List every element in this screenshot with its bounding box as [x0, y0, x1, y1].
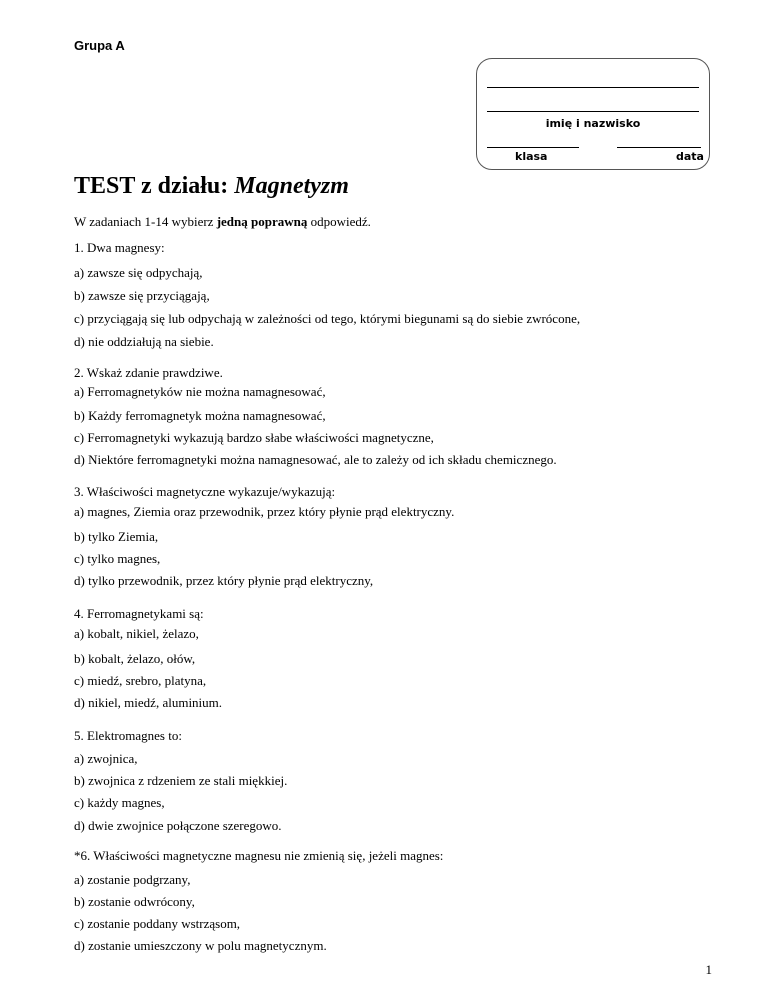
group-label: Grupa A	[74, 38, 125, 53]
answer-3a: a) magnes, Ziemia oraz przewodnik, przez który płynie prąd elektryczny.	[74, 504, 455, 519]
answer-6c: c) zostanie poddany wstrząsom,	[74, 916, 241, 931]
title-prefix: TEST z działu:	[74, 173, 235, 199]
question-5-text: 5. Elektromagnes to:	[74, 728, 182, 743]
question-4-text: 4. Ferromagnetykami są:	[74, 606, 204, 621]
instruction-after: odpowiedź.	[307, 214, 371, 229]
answer-4b: b) kobalt, żelazo, ołów,	[74, 651, 196, 666]
answer-2d: d) Niektóre ferromagnetyki można namagnesować, ale to zależy od ich składu chemicznego.	[74, 452, 557, 467]
title-subject: Magnetyzm	[234, 173, 349, 199]
answer-4c: c) miedź, srebro, platyna,	[74, 673, 207, 688]
page-title	[74, 173, 349, 200]
instruction	[74, 214, 371, 230]
answer-6a: a) zostanie podgrzany,	[74, 872, 191, 887]
answer-4d: d) nikiel, miedź, aluminium.	[74, 695, 223, 710]
answer-5d: d) dwie zwojnice połączone szeregowo.	[74, 818, 282, 833]
answer-1d: d) nie oddziałują na siebie.	[74, 334, 214, 349]
class-label: klasa	[515, 150, 548, 163]
question-2-text: 2. Wskaż zdanie prawdziwe.	[74, 365, 223, 380]
answer-2a: a) Ferromagnetyków nie można namagnesować,	[74, 384, 326, 399]
answer-2b: b) Każdy ferromagnetyk można namagnesować,	[74, 408, 326, 423]
instruction-emphasis: jedną poprawną	[216, 214, 308, 229]
question-1-text: 1. Dwa magnesy:	[74, 240, 165, 255]
answer-3b: b) tylko Ziemia,	[74, 529, 159, 544]
date-line[interactable]	[617, 147, 701, 148]
question-6-text: *6. Właściwości magnetyczne magnesu nie zmienią się, jeżeli magnes:	[74, 848, 444, 863]
name-label: imię i nazwisko	[545, 117, 641, 130]
page-number: 1	[705, 962, 712, 977]
answer-2c: c) Ferromagnetyki wykazują bardzo słabe właściwości magnetyczne,	[74, 430, 434, 445]
question-3-text: 3. Właściwości magnetyczne wykazuje/wykazują:	[74, 484, 336, 499]
date-label: data	[676, 150, 704, 163]
instruction-before: W zadaniach 1-14 wybierz	[74, 214, 217, 229]
answer-5c: c) każdy magnes,	[74, 795, 165, 810]
name-line-1[interactable]	[487, 87, 699, 88]
answer-3c: c) tylko magnes,	[74, 551, 161, 566]
answer-1a: a) zawsze się odpychają,	[74, 265, 203, 280]
answer-5b: b) zwojnica z rdzeniem ze stali miękkiej.	[74, 773, 288, 788]
student-info-box	[476, 58, 710, 170]
class-line[interactable]	[487, 147, 579, 148]
answer-1b: b) zawsze się przyciągają,	[74, 288, 210, 303]
answer-4a: a) kobalt, nikiel, żelazo,	[74, 626, 199, 641]
answer-1c: c) przyciągają się lub odpychają w zależności od tego, którymi biegunami są do siebie zwrócone,	[74, 311, 581, 326]
name-line-2[interactable]	[487, 111, 699, 112]
answer-6b: b) zostanie odwrócony,	[74, 894, 195, 909]
answer-3d: d) tylko przewodnik, przez który płynie prąd elektryczny,	[74, 573, 374, 588]
answer-5a: a) zwojnica,	[74, 751, 138, 766]
answer-6d: d) zostanie umieszczony w polu magnetycznym.	[74, 938, 327, 953]
